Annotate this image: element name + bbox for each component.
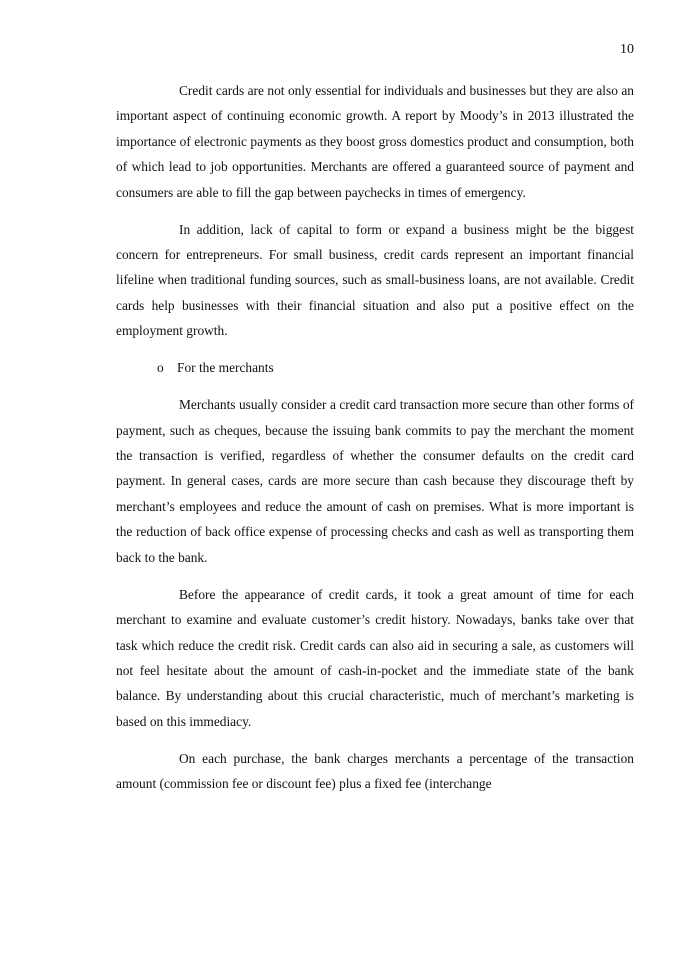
- paragraph-economic-growth: Credit cards are not only essential for individuals and businesses but they are also an important aspect of continuing economic growth. A report by Moody’s in 2013 illustrated the importance of electronic payments as they boost gross domestics product and consumption, both of which lead to job opportunities. Merchants are offered a guaranteed source of payment and consumers are able to fill the gap between paychecks in times of emergency.: [116, 83, 634, 200]
- bullet-item-merchants: [116, 355, 634, 380]
- paragraph-transaction-security: Merchants usually consider a credit card transaction more secure than other forms of payment, such as cheques, because the issuing bank commits to pay the merchant the moment the transaction is verified, regardless of whether the consumer defaults on the credit card payment. In general cases, cards are more secure than cash because they discourage theft by merchant’s employees and reduce the amount of cash on premises. What is more important is the reduction of back office expense of processing checks and cash as well as transporting them back to the bank.: [116, 397, 634, 565]
- paragraph-capital-concern: In addition, lack of capital to form or expand a business might be the biggest concern for entrepreneurs. For small business, credit cards represent an important financial lifeline when traditional funding sources, such as small-business loans, are not available. Credit cards help businesses with their financial situation and also put a positive effect on the employment growth.: [116, 221, 634, 339]
- bullet-text: For the merchants: [177, 360, 274, 376]
- paragraph-credit-history: Before the appearance of credit cards, it took a great amount of time for each merchant to examine and evaluate customer’s credit history. Nowadays, banks take over that task which reduce the credit risk. Credit cards can also aid in securing a sale, as customers will not feel hesitate about the amount of cash-in-pocket and the immediate state of the bank balance. By understanding about this crucial characteristic, much of merchant’s marketing is based on this immediacy.: [116, 586, 634, 729]
- bullet-marker: o: [157, 360, 164, 376]
- page-number: 10: [620, 42, 634, 57]
- paragraph-merchant-fees: On each purchase, the bank charges merchants a percentage of the transaction amount (commission fee or discount fee) plus a fixed fee (interchange: [116, 750, 634, 792]
- document-body: [116, 78, 634, 797]
